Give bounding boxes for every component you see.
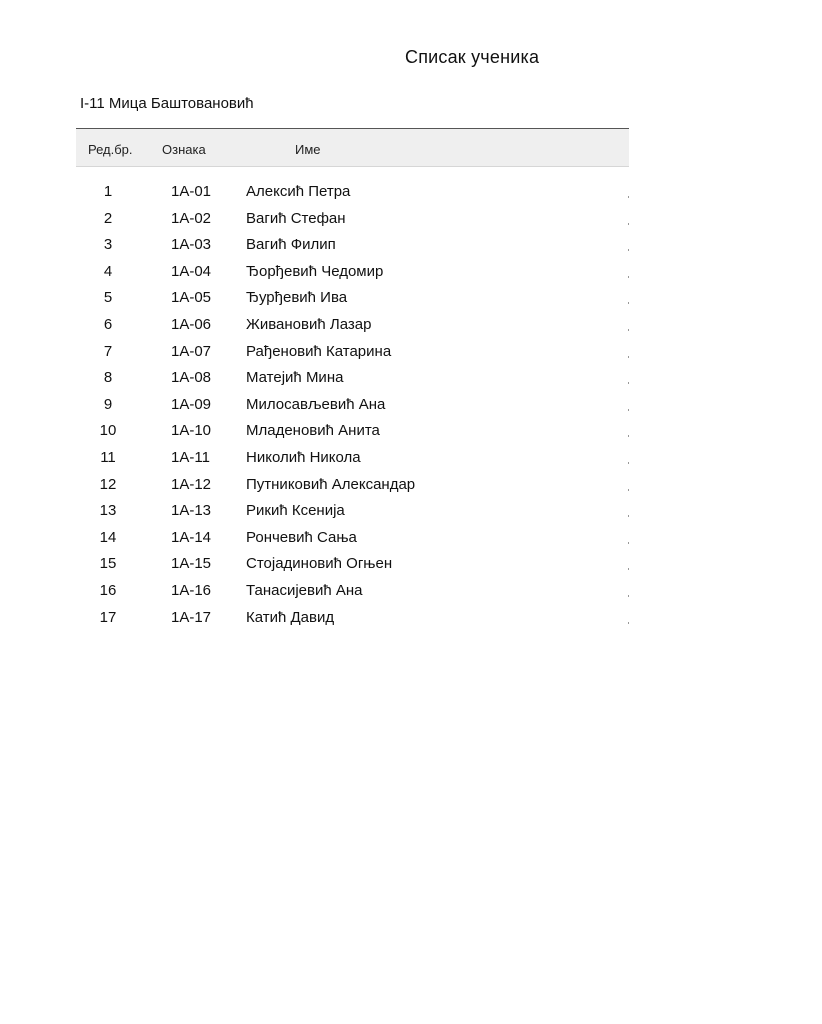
student-list — [76, 178, 636, 630]
row-number: 6 — [103, 315, 113, 333]
table-row — [76, 178, 636, 205]
row-number: 1 — [103, 183, 113, 200]
row-tick-mark — [628, 356, 629, 358]
page-title: Списак ученика — [405, 47, 540, 67]
row-name: Танасијевић Ана — [246, 581, 363, 599]
row-code: 1A-02 — [171, 209, 212, 227]
row-tick-mark — [628, 542, 629, 544]
row-name: Рикић Ксенија — [246, 502, 345, 520]
row-tick-mark — [628, 435, 629, 437]
table-row — [76, 471, 636, 498]
row-name: Рончевић Сања — [246, 528, 357, 546]
row-number: 2 — [103, 209, 113, 227]
table-row — [76, 391, 636, 418]
row-code: 1A-09 — [171, 395, 212, 413]
table-row — [76, 444, 636, 471]
row-number: 11 — [100, 448, 116, 466]
row-number: 7 — [103, 342, 113, 360]
row-code: 1A-06 — [171, 315, 212, 333]
row-number: 8 — [103, 369, 113, 387]
table-row — [76, 577, 636, 604]
row-code: 1A-11 — [171, 448, 210, 466]
row-code: 1A-08 — [171, 369, 212, 387]
row-name: Вагић Филип — [246, 236, 336, 254]
row-name: Рађеновић Катарина — [246, 342, 392, 360]
row-number: 9 — [103, 395, 113, 413]
row-code: 1A-15 — [171, 555, 212, 573]
column-header-code: Ознака — [162, 142, 206, 157]
row-code: 1A-12 — [171, 475, 212, 493]
table-row — [76, 364, 636, 391]
row-number: 13 — [99, 502, 117, 520]
row-code: 1A-05 — [171, 289, 212, 307]
table-row — [76, 417, 636, 444]
row-name: Ђорђевић Чедомир — [246, 262, 384, 280]
row-name: Вагић Стефан — [246, 209, 346, 227]
row-number: 5 — [103, 289, 113, 307]
row-code: 1A-07 — [171, 342, 212, 360]
table-row — [76, 258, 636, 285]
row-tick-mark — [628, 515, 629, 517]
table-row — [76, 604, 636, 631]
row-number: 10 — [99, 422, 117, 440]
row-code: 1A-03 — [171, 236, 212, 254]
row-name: Катић Давид — [246, 608, 335, 626]
row-number: 16 — [99, 581, 117, 599]
row-tick-mark — [628, 622, 629, 624]
row-number: 14 — [99, 528, 117, 546]
row-tick-mark — [628, 409, 629, 411]
column-header-name: Име — [295, 142, 321, 157]
row-name: Алексић Петра — [246, 183, 351, 200]
row-tick-mark — [628, 595, 629, 597]
row-code: 1A-13 — [171, 502, 212, 520]
row-tick-mark — [628, 196, 629, 198]
row-name: Матејић Мина — [246, 369, 344, 387]
row-number: 4 — [103, 262, 113, 280]
row-number: 15 — [99, 555, 117, 573]
row-tick-mark — [628, 302, 629, 304]
table-row — [76, 524, 636, 551]
row-name: Путниковић Александар — [246, 475, 416, 493]
table-header-band — [76, 128, 629, 167]
table-row — [76, 338, 636, 365]
row-code: 1A-04 — [171, 262, 212, 280]
table-row — [76, 231, 636, 258]
row-code: 1A-14 — [171, 528, 212, 546]
row-tick-mark — [628, 462, 629, 464]
row-tick-mark — [628, 382, 629, 384]
row-number: 17 — [99, 608, 117, 626]
row-name: Младеновић Анита — [246, 422, 380, 440]
table-row — [76, 205, 636, 232]
row-code: 1A-10 — [171, 422, 212, 440]
row-name: Ђурђевић Ива — [246, 289, 348, 307]
row-tick-mark — [628, 489, 629, 491]
class-label: I-11 Мица Баштовановић — [80, 95, 254, 112]
table-row — [76, 284, 636, 311]
table-row — [76, 497, 636, 524]
row-number: 12 — [99, 475, 117, 493]
row-number: 3 — [103, 236, 113, 254]
table-row — [76, 550, 636, 577]
row-code: 1A-17 — [171, 608, 212, 626]
row-name: Живановић Лазар — [246, 315, 372, 333]
row-tick-mark — [628, 568, 629, 570]
row-name: Стојадиновић Огњен — [246, 555, 393, 573]
row-tick-mark — [628, 276, 629, 278]
row-name: Николић Никола — [246, 448, 361, 466]
row-tick-mark — [628, 223, 629, 225]
column-header-number: Ред.бр. — [88, 142, 133, 157]
row-code: 1A-01 — [171, 183, 212, 200]
row-tick-mark — [628, 249, 629, 251]
row-code: 1A-16 — [171, 581, 212, 599]
row-tick-mark — [628, 329, 629, 331]
row-name: Милосављевић Ана — [246, 395, 386, 413]
table-row — [76, 311, 636, 338]
